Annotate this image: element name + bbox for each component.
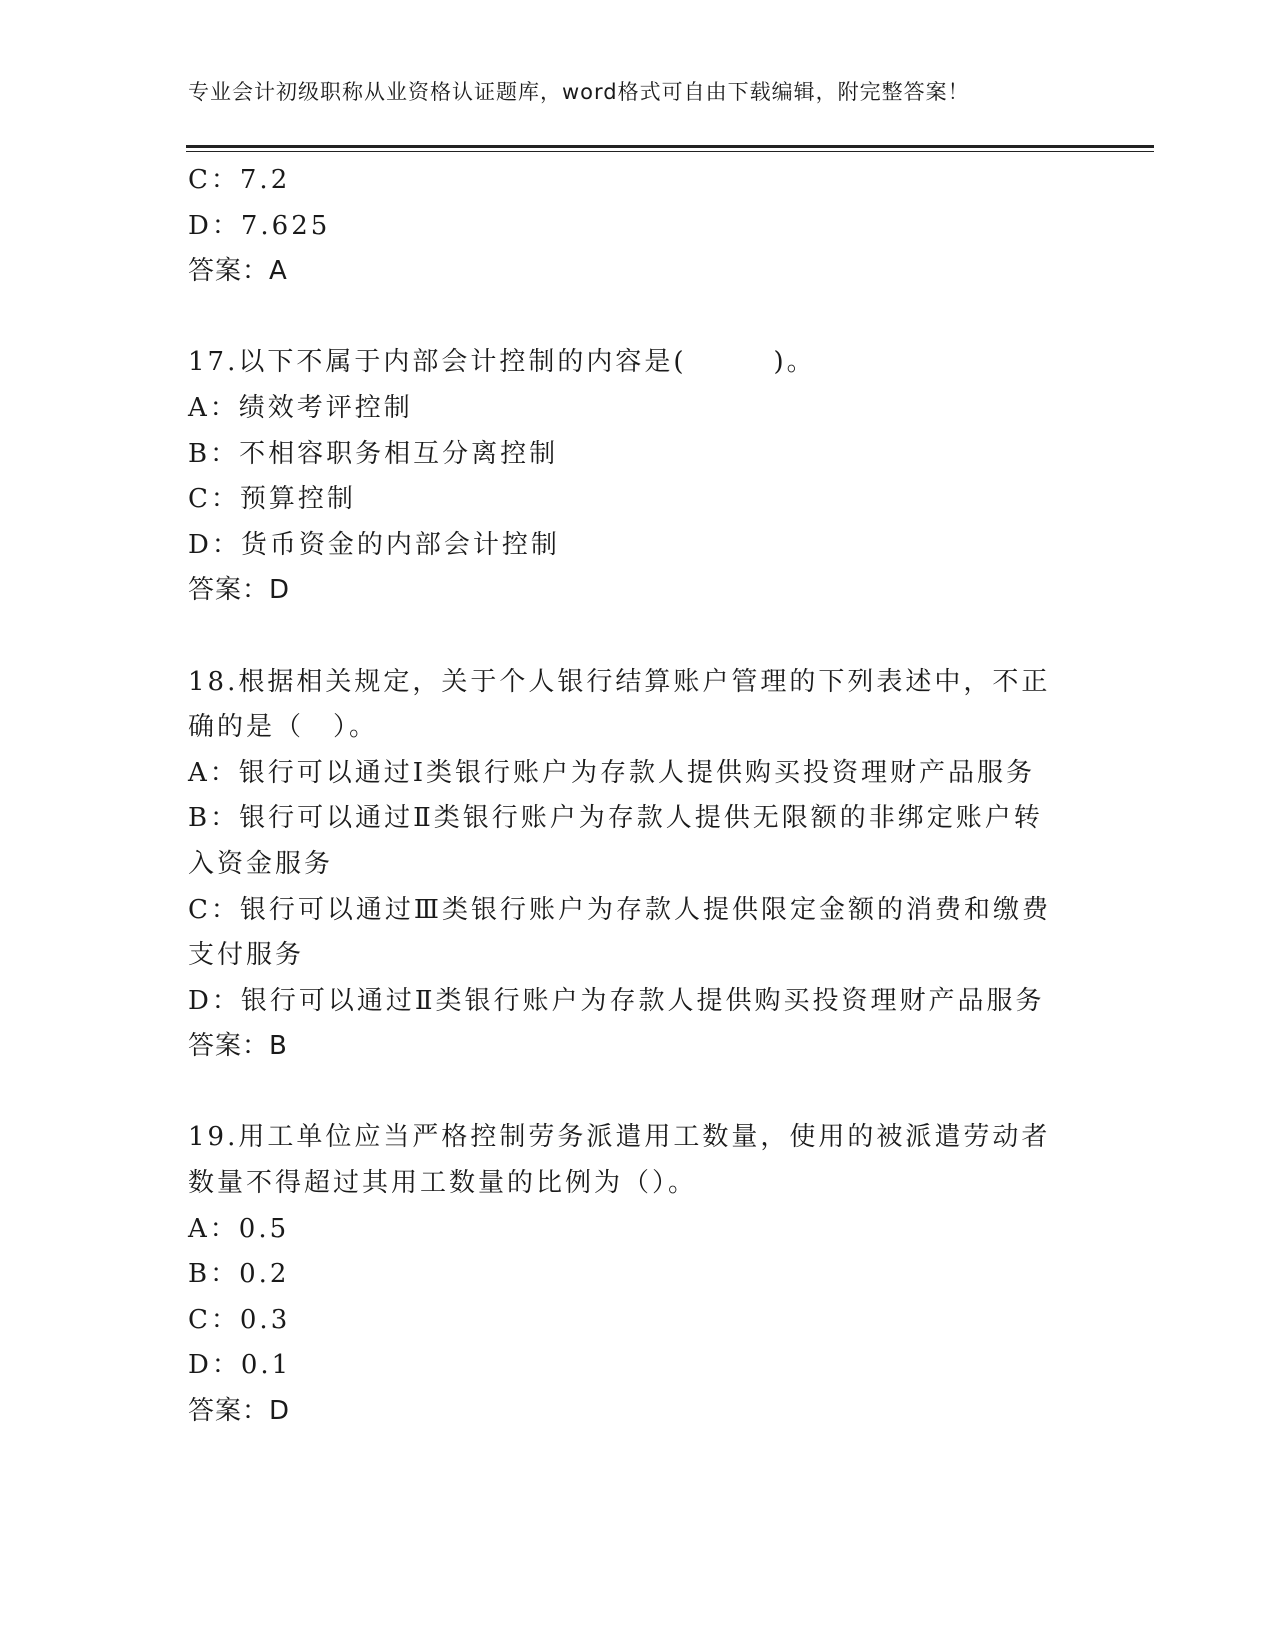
option-a: A：0.5 — [188, 1213, 290, 1244]
question-stem: 18.根据相关规定，关于个人银行结算账户管理的下列表述中，不正确的是（ ）。 — [188, 666, 1051, 743]
answer-line: 答案：A — [188, 256, 288, 287]
option-c: C：7.2 — [188, 165, 291, 195]
page-header: 专业会计初级职称从业资格认证题库，word格式可自由下载编辑，附完整答案！ — [188, 80, 970, 104]
option-a: A：银行可以通过Ⅰ类银行账户为存款人提供购买投资理财产品服务 — [188, 757, 1036, 788]
spacer — [188, 614, 1068, 660]
option-d: D：0.1 — [188, 1350, 292, 1381]
answer-line: 答案：B — [188, 1031, 288, 1062]
header-rule-thick — [186, 145, 1154, 148]
option-c: C：预算控制 — [188, 484, 356, 515]
question-content — [188, 158, 1068, 1435]
option-b: B：银行可以通过Ⅱ类银行账户为存款人提供无限额的非绑定账户转入资金服务 — [188, 803, 1043, 879]
option-b: B：不相容职务相互分离控制 — [188, 438, 559, 469]
answer-line: 答案：D — [188, 1396, 291, 1427]
option-d: D：7.625 — [188, 210, 331, 241]
spacer — [188, 295, 1068, 341]
option-d: D：货币资金的内部会计控制 — [188, 529, 560, 560]
spacer — [188, 1070, 1068, 1116]
question-stem: 17.以下不属于内部会计控制的内容是( )。 — [188, 347, 816, 378]
option-a: A：绩效考评控制 — [188, 392, 413, 423]
option-d: D：银行可以通过Ⅱ类银行账户为存款人提供购买投资理财产品服务 — [188, 985, 1045, 1016]
header-rule-thin — [186, 151, 1154, 152]
option-c: C：0.3 — [188, 1304, 291, 1335]
option-b: B：0.2 — [188, 1259, 290, 1290]
option-c: C：银行可以通过Ⅲ类银行账户为存款人提供限定金额的消费和缴费支付服务 — [188, 894, 1051, 971]
answer-line: 答案：D — [188, 575, 291, 606]
question-stem: 19.用工单位应当严格控制劳务派遣用工数量，使用的被派遣劳动者数量不得超过其用工数量的比例为（）。 — [188, 1122, 1051, 1199]
